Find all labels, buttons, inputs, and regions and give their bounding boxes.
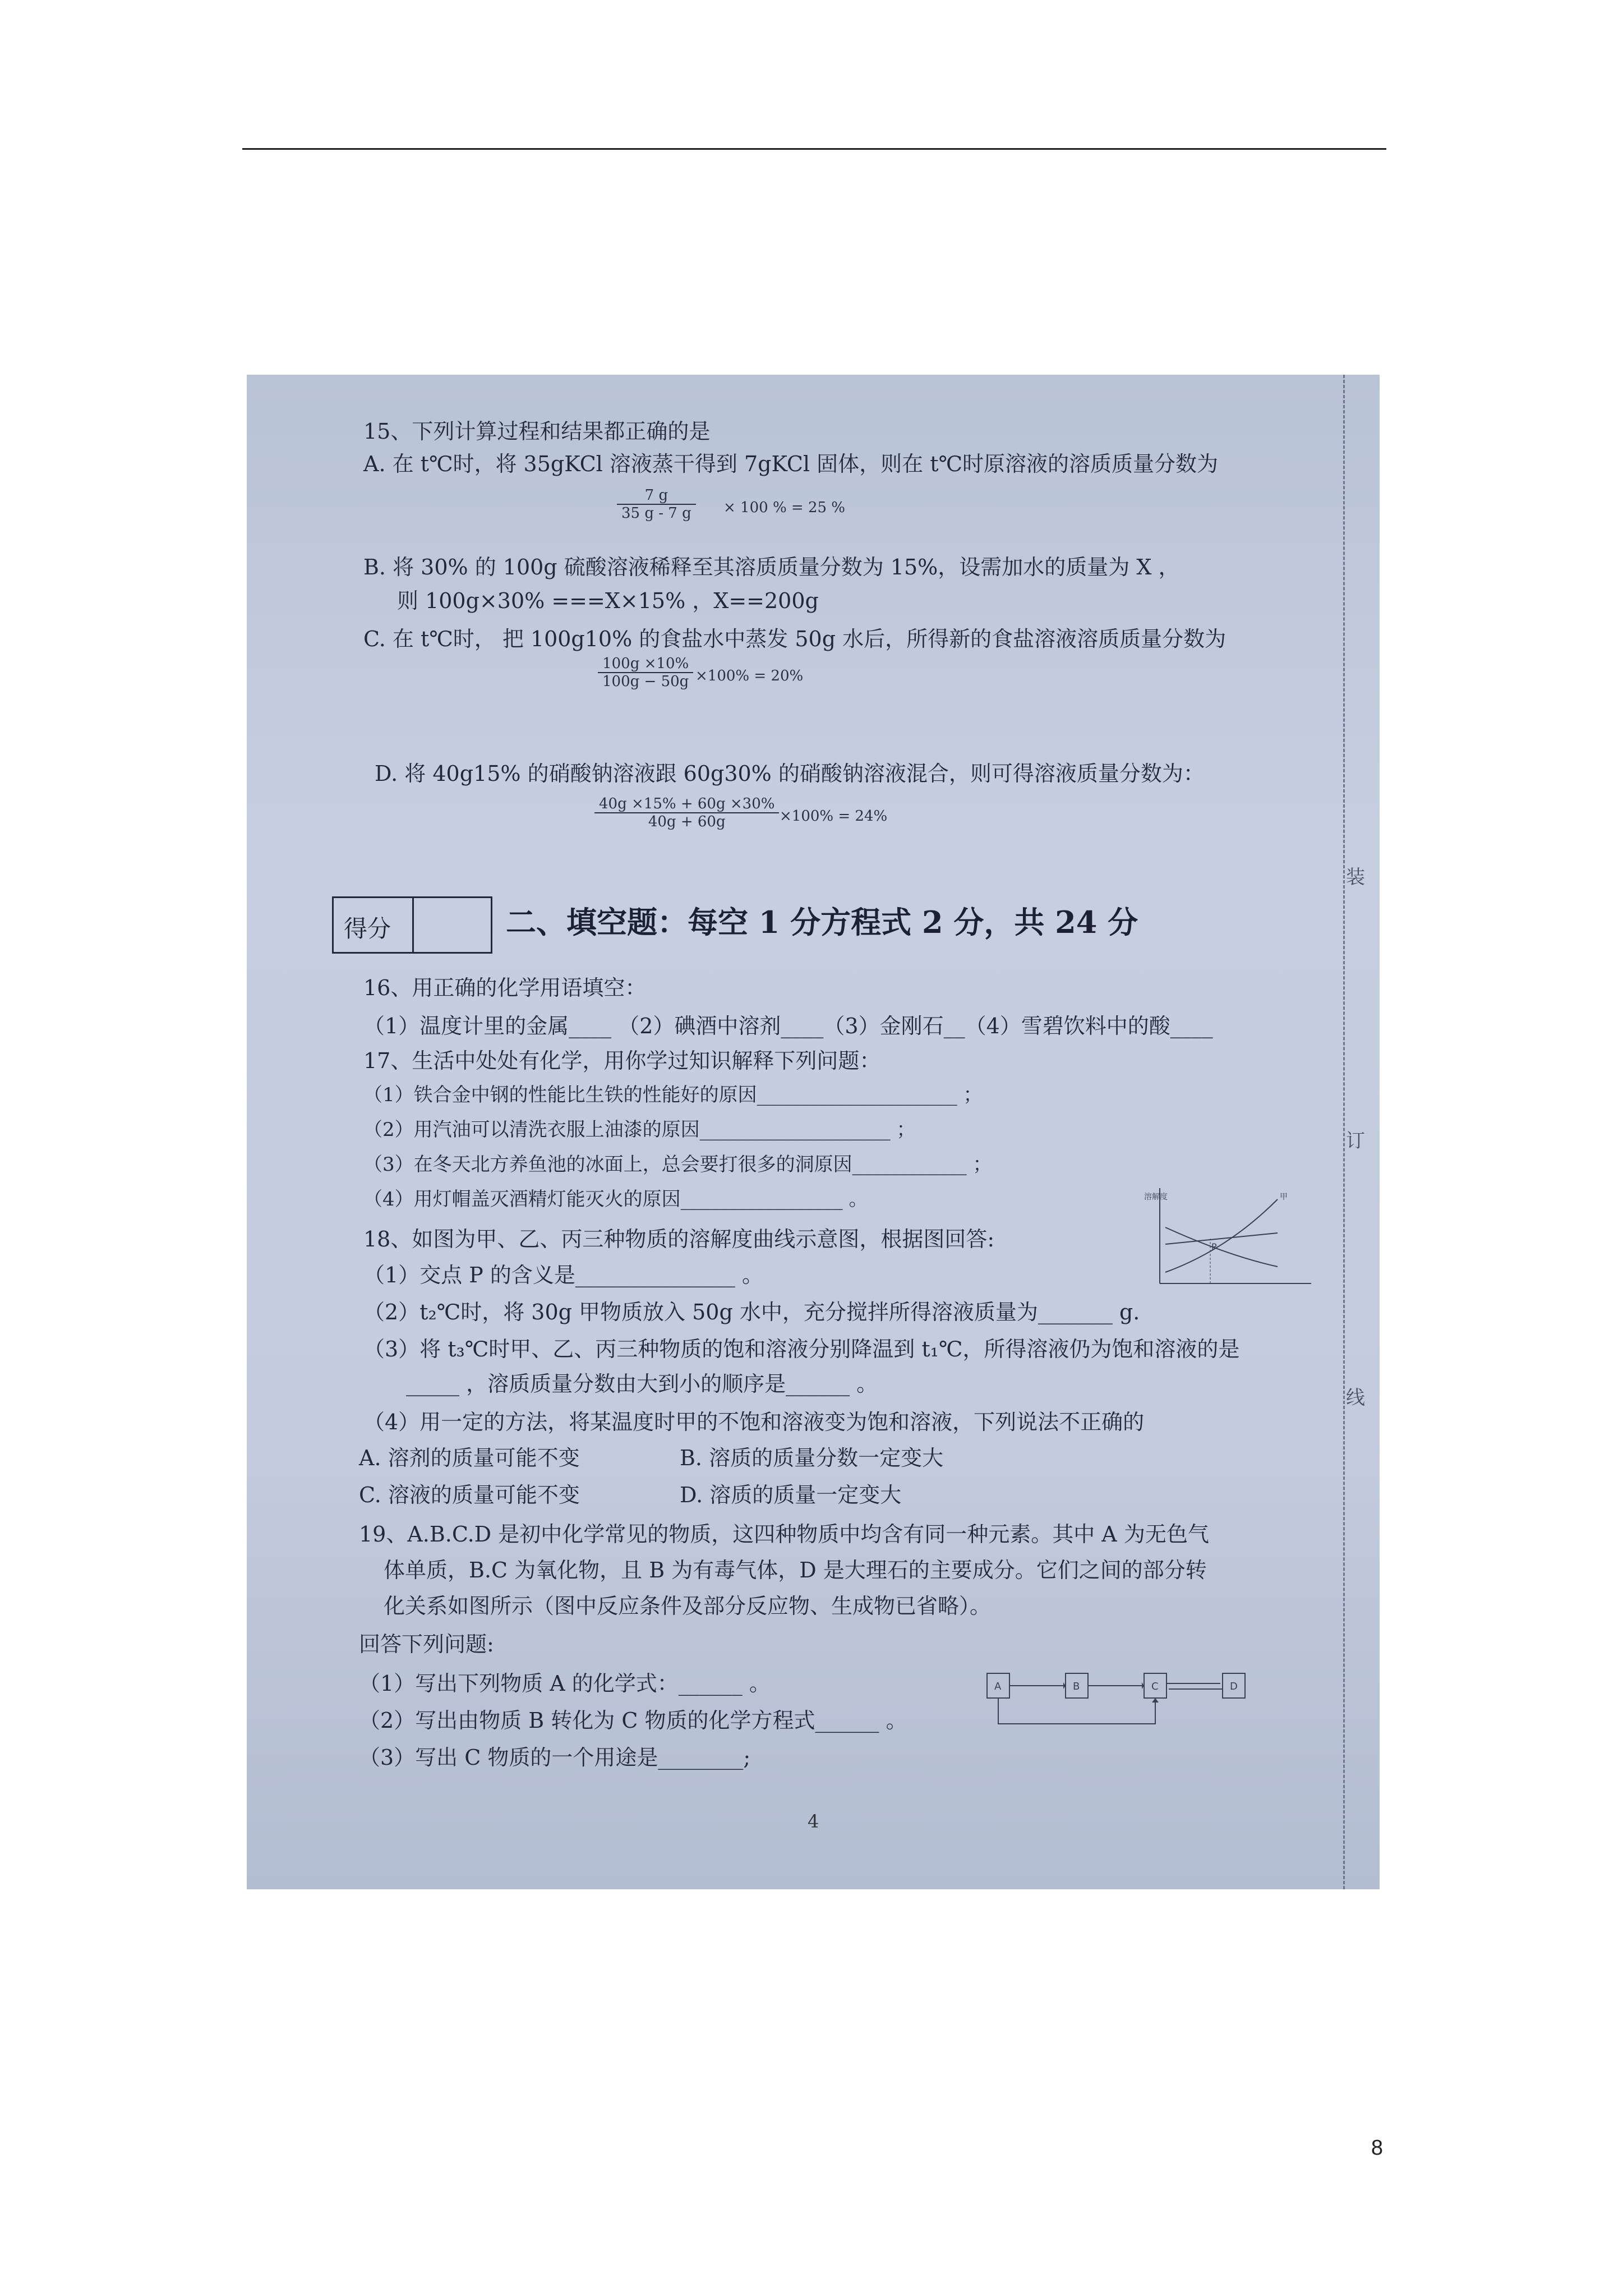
q16-blanks: （1）温度计里的金属____ （2）碘酒中溶剂____（3）金刚石__（4）雪碧饮料中的酸____: [363, 1014, 1213, 1038]
q17-item-2: （2）用汽油可以清洗衣服上油漆的原因____________________ ；: [363, 1119, 916, 1141]
q19-line3: 化关系如图所示（图中反应条件及部分反应物、生成物已省略）。: [384, 1594, 992, 1618]
binding-mark-zhuang: 装: [1346, 866, 1365, 889]
q18-option-b: B. 溶质的质量分数一定变大: [680, 1446, 944, 1470]
q19-item-2: （2）写出由物质 B 转化为 C 物质的化学方程式______ 。: [359, 1708, 907, 1733]
chart-y-label: 溶解度: [1144, 1193, 1168, 1202]
q15-c-numerator: 100g ×10%: [598, 655, 693, 673]
q18-option-d: D. 溶质的质量一定变大: [680, 1483, 902, 1507]
section2-title: 二、填空题：每空 1 分方程式 2 分，共 24 分: [506, 904, 1138, 940]
sheet-page-number: 4: [808, 1811, 819, 1832]
solubility-chart: [1143, 1182, 1317, 1295]
q18-item-1: （1）交点 P 的含义是_______________ 。: [363, 1263, 763, 1287]
q18-item-3: （3）将 t₃℃时甲、乙、丙三种物质的饱和溶液分别降温到 t₁℃，所得溶液仍为饱和溶液的是: [363, 1337, 1240, 1361]
q15-a-result: × 100 % = 25 %: [723, 499, 846, 516]
curve-jia: [1165, 1199, 1278, 1272]
q18-option-c: C. 溶液的质量可能不变: [359, 1483, 580, 1507]
q15-c-denominator: 100g − 50g: [602, 673, 689, 690]
q17-item-3: （3）在冬天北方养鱼池的冰面上，总会要打很多的洞原因____________ ；: [363, 1153, 992, 1176]
page-number: 8: [1371, 2136, 1383, 2160]
q15-d-numerator: 40g ×15% + 60g ×30%: [594, 795, 779, 813]
flow-label-b: B: [1073, 1681, 1080, 1692]
q19-answer-prompt: 回答下列问题:: [359, 1632, 494, 1657]
flow-label-c: C: [1151, 1681, 1159, 1692]
q19-flow-diagram: [981, 1651, 1251, 1746]
chart-curve-label: 甲: [1280, 1193, 1288, 1202]
q18-item-2: （2）t₂℃时，将 30g 甲物质放入 50g 水中，充分搅拌所得溶液质量为_______ g.: [363, 1300, 1140, 1324]
score-label: 得分: [344, 915, 391, 942]
header-rule: [242, 148, 1386, 150]
q15-option-a: A. 在 t℃时，将 35gKCl 溶液蒸干得到 7gKCl 固体，则在 t℃时原溶液的溶质质量分数为: [363, 452, 1219, 476]
q18-title: 18、如图为甲、乙、丙三种物质的溶解度曲线示意图，根据图回答:: [363, 1227, 995, 1251]
q17-item-4: （4）用灯帽盖灭酒精灯能灭火的原因_________________ 。: [363, 1188, 868, 1211]
q15-d-result: ×100% = 24%: [780, 808, 888, 825]
q19-item-3: （3）写出 C 物质的一个用途是________;: [359, 1745, 751, 1770]
flow-arrow-a-c: [998, 1698, 1155, 1724]
exam-photo: [247, 375, 1380, 1889]
q15-option-d: D. 将 40g15% 的硝酸钠溶液跟 60g30% 的硝酸钠溶液混合，则可得溶液质量分数为：: [375, 761, 1205, 786]
q17-item-1: （1）铁合金中钢的性能比生铁的性能好的原因_____________________ ；: [363, 1084, 983, 1106]
q15-title: 15、下列计算过程和结果都正确的是: [363, 419, 711, 444]
score-box: [332, 896, 492, 954]
q15-d-denominator: 40g + 60g: [648, 813, 726, 830]
q15-c-result: ×100% = 20%: [695, 668, 804, 684]
flow-arrowhead-a-c: [1152, 1698, 1159, 1703]
q18-option-a: A. 溶剂的质量可能不变: [359, 1446, 580, 1470]
binding-mark-xian: 线: [1346, 1387, 1365, 1409]
q15-c-fraction: [598, 655, 693, 690]
q19-line2: 体单质，B.C 为氧化物，且 B 为有毒气体，D 是大理石的主要成分。它们之间的部分转: [384, 1558, 1207, 1582]
flow-label-d: D: [1230, 1681, 1238, 1692]
q19-title: 19、A.B.C.D 是初中化学常见的物质，这四种物质中均含有同一种元素。其中 A 为无色气: [359, 1522, 1209, 1547]
q15-a-numerator: 7 g: [617, 487, 696, 505]
chart-point-p: P: [1211, 1241, 1217, 1252]
q15-option-b-line2: 则 100g×30% ===X×15% ，X==200g: [397, 588, 819, 613]
q15-a-fraction: [617, 487, 696, 522]
flow-label-a: A: [994, 1681, 1002, 1692]
q15-option-b: B. 将 30% 的 100g 硫酸溶液稀释至其溶质质量分数为 15%，设需加水的质量为 X ，: [363, 555, 1180, 579]
q17-title: 17、生活中处处有化学，用你学过知识解释下列问题：: [363, 1048, 881, 1073]
binding-dashed-line: [1343, 375, 1345, 1889]
q15-option-c: C. 在 t℃时， 把 100g10% 的食盐水中蒸发 50g 水后，所得新的食盐溶液溶质质量分数为: [363, 627, 1227, 651]
q19-item-1: （1）写出下列物质 A 的化学式：______ 。: [359, 1671, 771, 1696]
score-box-divider: [412, 898, 414, 952]
q16-title: 16、用正确的化学用语填空：: [363, 976, 647, 1000]
q18-item-4: （4）用一定的方法，将某温度时甲的不饱和溶液变为饱和溶液，下列说法不正确的: [363, 1410, 1145, 1434]
q15-a-denominator: 35 g - 7 g: [621, 505, 691, 522]
q15-d-fraction: [594, 795, 779, 830]
curve-bing: [1165, 1227, 1278, 1267]
binding-mark-ding: 订: [1346, 1130, 1365, 1152]
q18-item-3-line2: _____ ，溶质质量分数由大到小的顺序是______ 。: [406, 1372, 878, 1396]
